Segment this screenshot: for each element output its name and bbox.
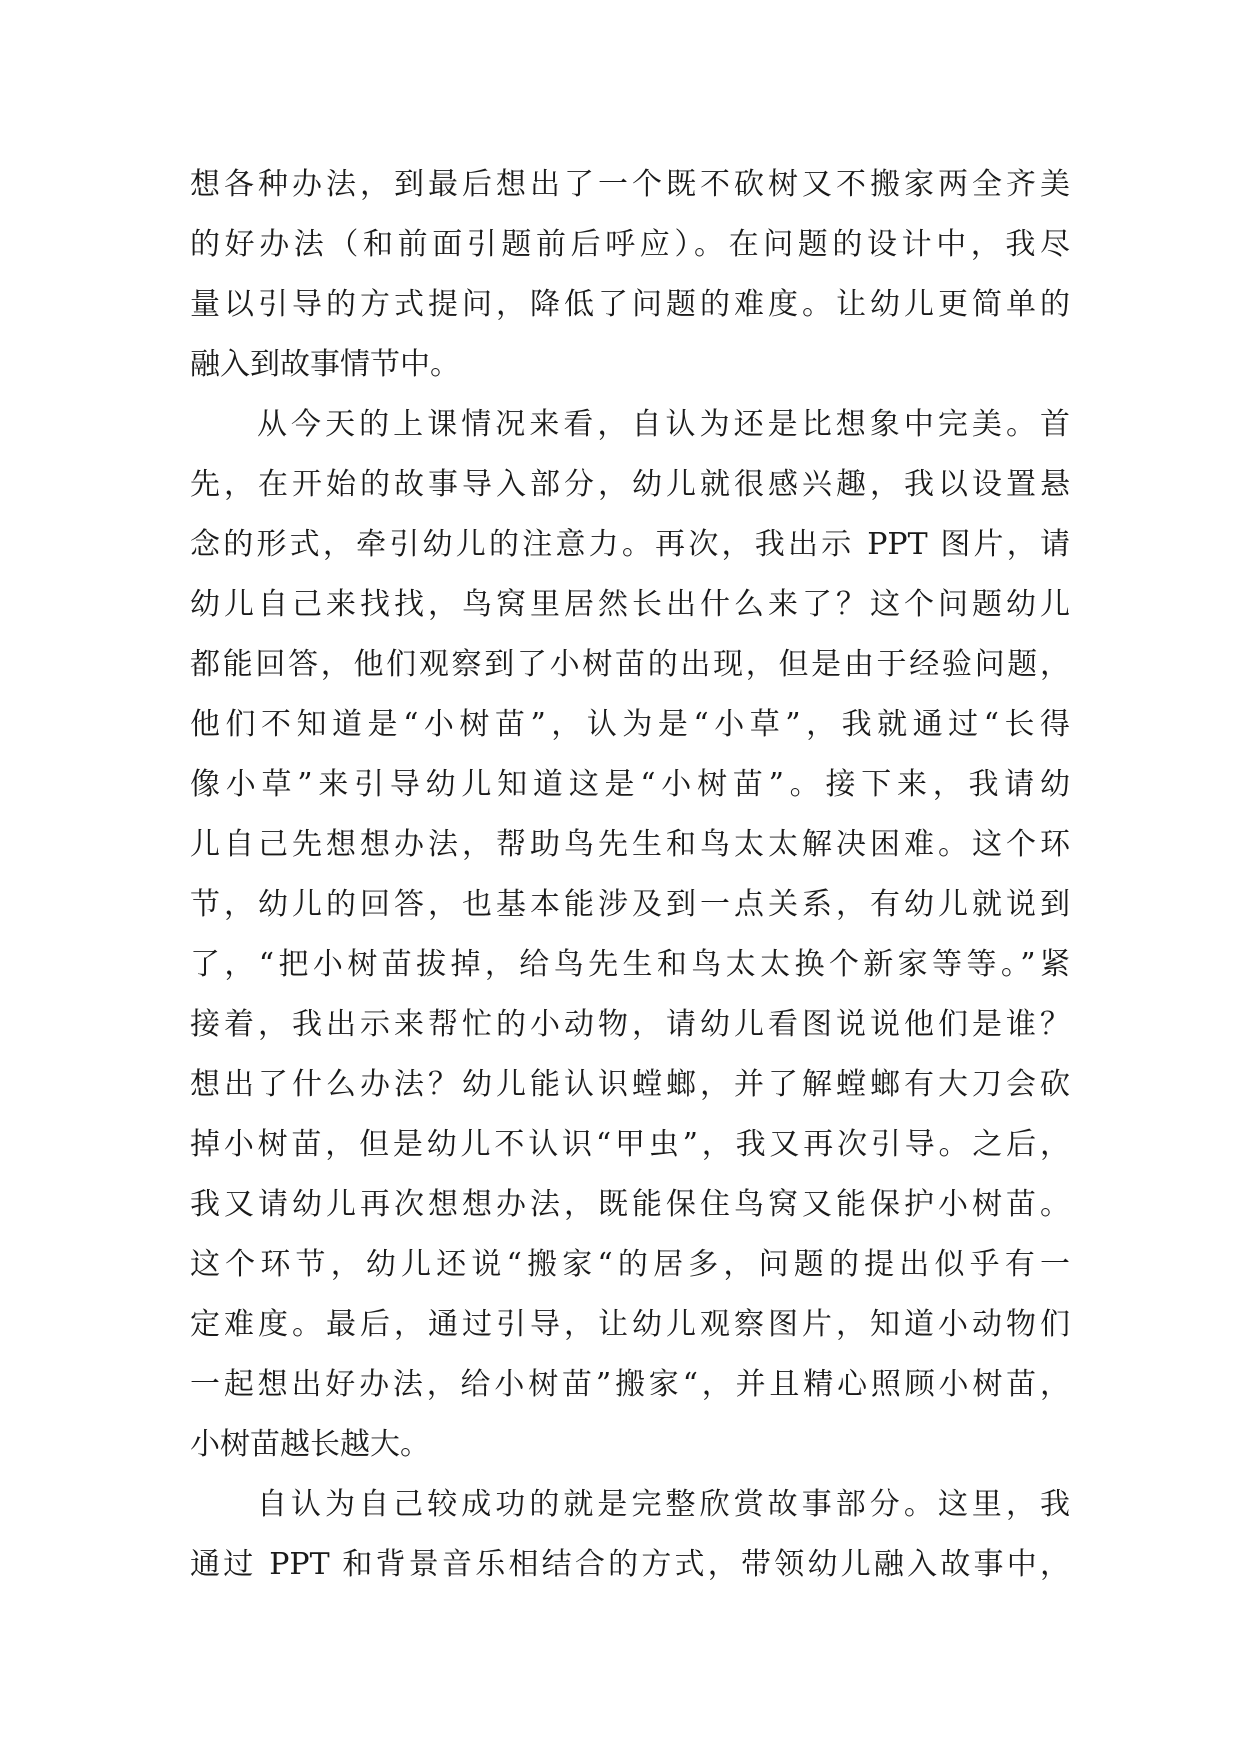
text-line: 像小草”来引导幼儿知道这是“小树苗”。接下来，我请幼 (190, 767, 1070, 802)
text-line: 想出了什么办法？幼儿能认识螳螂，并了解螳螂有大刀会砍 (190, 1067, 1070, 1102)
text-line: 自认为自己较成功的就是完整欣赏故事部分。这里，我 (257, 1487, 1070, 1522)
text-line: 融入到故事情节中。 (190, 347, 460, 382)
text-line: 一起想出好办法，给小树苗”搬家“，并且精心照顾小树苗， (190, 1367, 1070, 1402)
text-line: 小树苗越长越大。 (190, 1427, 430, 1462)
text-line: 念的形式，牵引幼儿的注意力。再次，我出示 PPT 图片，请 (190, 527, 1070, 562)
text-line: 这个环节，幼儿还说“搬家“的居多，问题的提出似乎有一 (190, 1247, 1070, 1282)
text-line: 先，在开始的故事导入部分，幼儿就很感兴趣，我以设置悬 (190, 467, 1070, 502)
text-line: 量以引导的方式提问，降低了问题的难度。让幼儿更简单的 (190, 287, 1070, 322)
text-line: 都能回答，他们观察到了小树苗的出现，但是由于经验问题， (190, 647, 1070, 682)
text-line: 节，幼儿的回答，也基本能涉及到一点关系，有幼儿就说到 (190, 887, 1070, 922)
text-line: 我又请幼儿再次想想办法，既能保住鸟窝又能保护小树苗。 (190, 1187, 1070, 1222)
text-line: 他们不知道是“小树苗”，认为是“小草”，我就通过“长得 (190, 707, 1070, 742)
text-line: 从今天的上课情况来看，自认为还是比想象中完美。首 (257, 407, 1070, 442)
text-line: 的好办法（和前面引题前后呼应）。在问题的设计中，我尽 (190, 227, 1070, 262)
text-line: 幼儿自己来找找，鸟窝里居然长出什么来了？这个问题幼儿 (190, 587, 1070, 622)
text-line: 定难度。最后，通过引导，让幼儿观察图片，知道小动物们 (190, 1307, 1070, 1342)
text-line: 儿自己先想想办法，帮助鸟先生和鸟太太解决困难。这个环 (190, 827, 1070, 862)
text-line: 想各种办法，到最后想出了一个既不砍树又不搬家两全齐美 (190, 167, 1070, 202)
text-line: 通过 PPT 和背景音乐相结合的方式，带领幼儿融入故事中， (190, 1547, 1070, 1582)
text-line: 了，“把小树苗拔掉，给鸟先生和鸟太太换个新家等等。”紧 (190, 947, 1070, 982)
text-line: 接着，我出示来帮忙的小动物，请幼儿看图说说他们是谁？ (190, 1007, 1070, 1042)
text-line: 掉小树苗，但是幼儿不认识“甲虫”，我又再次引导。之后， (190, 1127, 1070, 1162)
body-text (190, 155, 1070, 1595)
